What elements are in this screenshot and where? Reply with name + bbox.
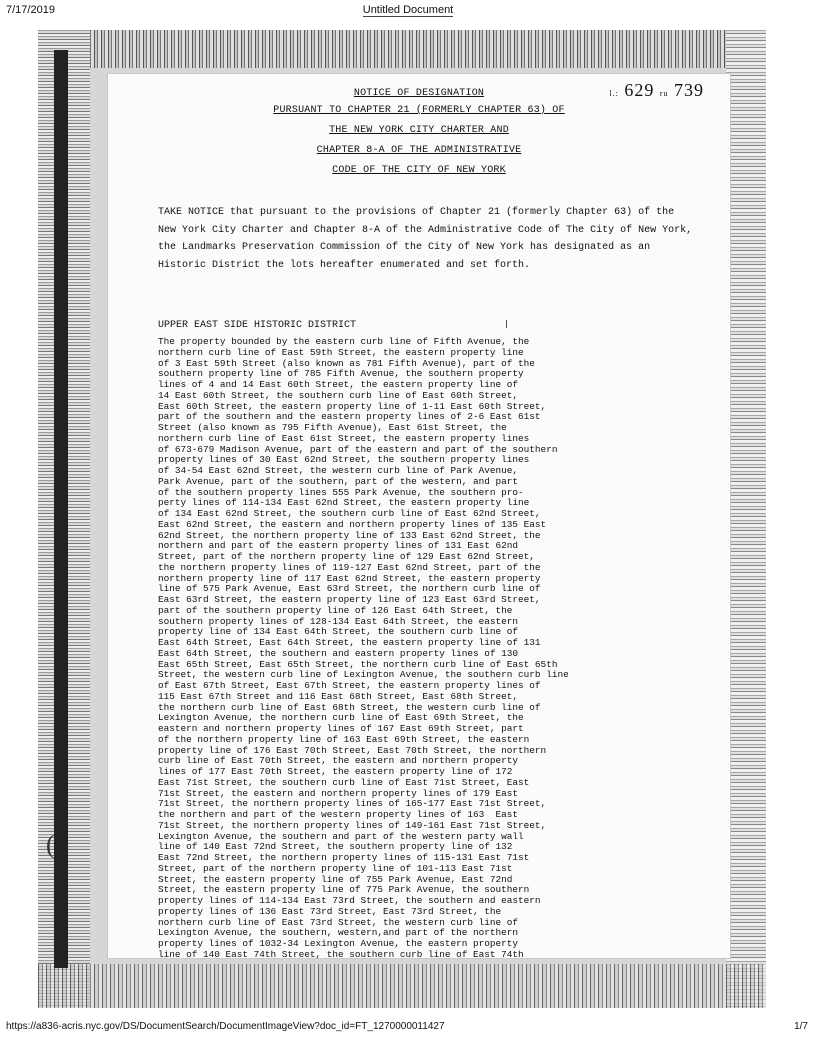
header-line-2: PURSUANT TO CHAPTER 21 (FORMERLY CHAPTER 63) OF (273, 105, 565, 116)
scan-tick-mark (506, 320, 507, 328)
district-boundary-description: The property bounded by the eastern curb line of Fifth Avenue, the northern curb line of East 59th Street, the eastern property line of 3 East 59th Street (also known as 781 Fifth Avenue), part of the southern property line of 785 Fifth Avenue, the southern property lines of 4 and 14 East 60th Street, the eastern property line of 14 East 60th Street, the southern curb line of East 60th Street, East 60th Street, the eastern property line of 1-11 East 60th Street, part of the southern and the eastern property lines of 2-6 East 61st Street (also known as 795 Fifth Avenue), East 61st Street, the northern curb line of East 61st Street, the eastern property lines of 673-679 Madison Avenue, part of the eastern and part of the southern property lines of 30 East 62nd Street, the southern property lines of 34-54 East 62nd Street, the western curb line of Park Avenue, Park Avenue, part of the southern, part of the western, and part of the southern property lines 555 Park Avenue, the southern pro- perty lines of 114-134 East 62nd Street, the eastern property line of 134 East 62nd Street, the southern curb line of East 62nd Street, East 62nd Street, the eastern and northern property lines of 135 East 62nd Street, the northern property line of 133 East 62nd Street, the northern and part of the eastern property lines of 131 East 62nd Street, part of the northern property line of 129 East 62nd Street, the northern property lines of 119-127 East 62nd Street, part of the northern property line of 117 East 62nd Street, the eastern property line of 575 Park Avenue, East 63rd Street, the northern curb line of East 63rd Street, the eastern property line of 123 East 63rd Street, part of the southern property line of 126 East 64th Street, the southern property lines of 128-134 East 64th Street, the eastern property line of 134 East 64th Street, the southern curb line of East 64th Street, East 64th Street, the eastern property line of 131 East 64th Street, the southern and eastern property lines of 130 East 65th Street, East 65th Street, the northern curb line of East 65th Street, the western curb line of Lexington Avenue, the southern curb line of East 67th Street, East 67th Street, the eastern property lines of 115 East 67th Street and 116 East 68th Street, East 68th Street, the northern curb line of East 68th Street, the western curb line of Lexington Avenue, the northern curb line of East 69th Street, the eastern and northern property lines of 167 East 69th Street, part of the northern property line of 163 East 69th Street, the eastern property line of 176 East 70th Street, East 70th Street, the northern curb line of East 70th Street, the eastern and northern property lines of 177 East 70th Street, the eastern property line of 172 East 71st Street, the southern curb line of East 71st Street, East 71st Street, the eastern and northern property lines of 179 East 71st Street, the northern property lines of 165-177 East 71st Street, the northern and part of the western property lines of 163 East 71st Street, the northern property lines of 149-161 East 71st Street, Lexington Avenue, the southern and part of the western party wall line of 140 East 72nd Street, the southern property line of 132 East 72nd Street, the northern property lines of 115-131 East 71st Street, part of the northern property line of 101-113 East 71st Street, the eastern property line of 755 Park Avenue, East 72nd Street, the eastern property line of 775 Park Avenue, the southern property lines of 114-134 East 73rd Street, the southern and eastern property lines of 136 East 73rd Street, East 73rd Street, the northern curb line of East 73rd Street, the western curb line of Lexington Avenue, the southern, western,and part of the northern property lines of 1032-34 Lexington Avenue, the eastern property line of 140 East 74th Street, the southern curb line of East 74th (158, 336, 569, 960)
header-line-5: CODE OF THE CITY OF NEW YORK (332, 165, 506, 176)
document-paper (108, 74, 730, 958)
reel-page-reference: l.: 629 ru 739 (609, 80, 704, 100)
scan-binding-edge (54, 50, 68, 968)
notice-intro-paragraph: TAKE NOTICE that pursuant to the provisions of Chapter 21 (formerly Chapter 63) of the New York City Charter and Chapter 8-A of the Administrative Code of The City of New York, the Landmarks Preservation Commission of the City of New York has designated as an Historic District the lots hereafter enumerated and set forth. (158, 207, 693, 271)
header-line-4: CHAPTER 8-A OF THE ADMINISTRATIVE (316, 145, 522, 156)
header-line-1: NOTICE OF DESIGNATION (353, 88, 485, 99)
print-date: 7/17/2019 (6, 4, 55, 16)
header-line-3: THE NEW YORK CITY CHARTER AND (329, 125, 509, 136)
scan-noise-bottom (38, 964, 766, 1008)
page-url: https://a836-acris.nyc.gov/DS/DocumentSearch/DocumentImageView?doc_id=FT_1270000011427 (6, 1021, 445, 1032)
scan-noise-right (726, 30, 766, 1008)
scan-noise-top (38, 30, 766, 68)
scanned-page (38, 30, 766, 1008)
margin-bracket-mark: ( (46, 830, 55, 859)
page-counter: 1/7 (794, 1021, 808, 1032)
district-title: UPPER EAST SIDE HISTORIC DISTRICT (158, 320, 357, 331)
document-title: Untitled Document (362, 4, 454, 16)
